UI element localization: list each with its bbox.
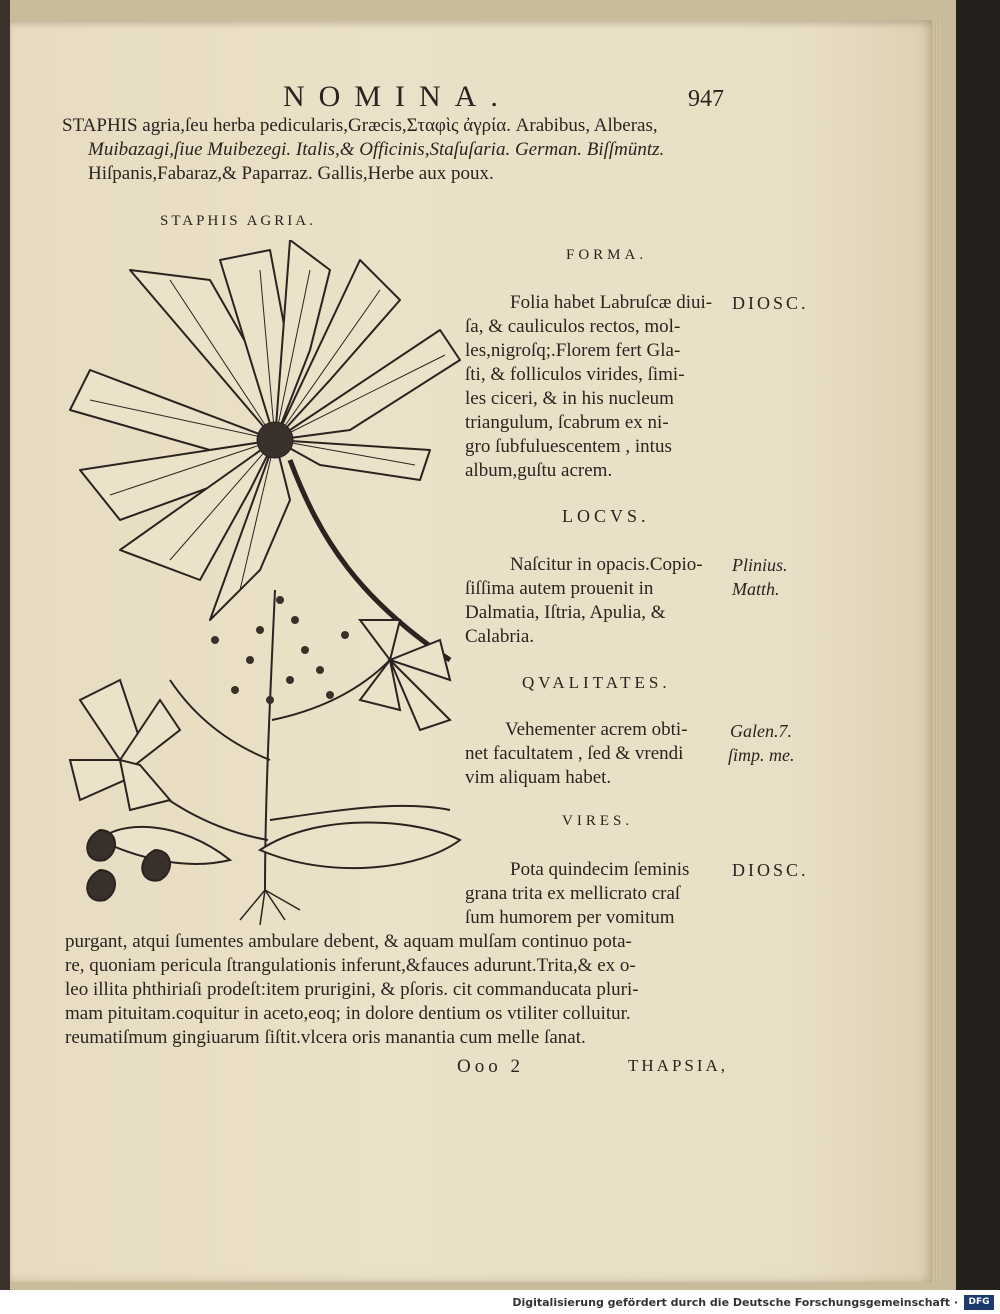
body-line: vim aliquam habet. xyxy=(465,767,612,788)
margin-note: DIOSC. xyxy=(732,860,809,880)
nomina-line: Hiſpanis,Fabaraz,& Paparraz. Gallis,Herbe aux poux. xyxy=(88,163,494,184)
catchword: THAPSIA, xyxy=(628,1056,729,1075)
body-line: ſiſſima autem prouenit in xyxy=(465,578,654,599)
body-line: reumatiſmum gingiuarum ſiſtit.vlcera oris manantia cum melle ſanat. xyxy=(65,1027,586,1048)
body-line: grana trita ex mellicrato craſ xyxy=(465,883,681,904)
illustration-caption: STAPHIS AGRIA. xyxy=(160,213,316,229)
body-line: Dalmatia, Iſtria, Apulia, & xyxy=(465,602,666,623)
credit-text: Digitalisierung gefördert durch die Deutsche Forschungsgemeinschaft · xyxy=(512,1296,958,1309)
margin-note: Plinius. xyxy=(732,555,788,575)
body-line: les,nigroſq;.Florem fert Gla- xyxy=(465,340,681,361)
body-line: re, quoniam pericula ſtrangulationis inferunt,&fauces adurunt.Trita,& ex o- xyxy=(65,955,636,976)
section-heading-forma: FORMA. xyxy=(566,247,648,263)
body-line: purgant, atqui ſumentes ambulare debent, & aquam mulſam continuo pota- xyxy=(65,931,632,952)
margin-note: Matth. xyxy=(732,579,780,599)
margin-note: DIOSC. xyxy=(732,293,809,313)
running-head: NOMINA. xyxy=(283,80,512,113)
page-number: 947 xyxy=(688,86,724,112)
body-line: Calabria. xyxy=(465,626,535,647)
body-line: mam pituitam.coquitur in aceto,eoq; in dolore dentium os vtiliter colluitur. xyxy=(65,1003,631,1024)
dfg-logo: DFG xyxy=(964,1295,994,1310)
body-line: ſti, & folliculos virides, ſimi- xyxy=(465,364,685,385)
staphisagria-woodcut-icon xyxy=(60,240,480,930)
body-line: Vehementer acrem obti- xyxy=(505,719,688,740)
nomina-line: STAPHIS agria,ſeu herba pedicularis,Græcis,Σταφὶς ἀγρία. Arabibus, Alberas, xyxy=(62,115,658,136)
nomina-line: Muibazagi,ſiue Muibezegi. Italis,& Officinis,Staſuſaria. German. Biſſmüntz. xyxy=(88,139,665,160)
body-line: gro ſubfuluescentem , intus xyxy=(465,436,672,457)
body-line: ſa, & cauliculos rectos, mol- xyxy=(465,316,681,337)
body-line: les ciceri, & in his nucleum xyxy=(465,388,674,409)
body-line: Folia habet Labruſcæ diui- xyxy=(510,292,713,313)
section-heading-qualitates: QVALITATES. xyxy=(522,673,671,692)
binding-edge xyxy=(0,0,10,1290)
section-heading-vires: VIRES. xyxy=(562,813,634,829)
section-heading-locus: LOCVS. xyxy=(562,506,650,526)
margin-note: ſimp. me. xyxy=(728,745,795,765)
body-line: Pota quindecim ſeminis xyxy=(510,859,690,880)
margin-note: Galen.7. xyxy=(730,721,792,741)
signature-mark: Ooo 2 xyxy=(457,1056,524,1077)
body-line: Naſcitur in opacis.Copio- xyxy=(510,554,703,575)
body-line: ſum humorem per vomitum xyxy=(465,907,675,928)
body-line: net facultatem , ſed & vrendi xyxy=(465,743,684,764)
page-edge xyxy=(932,20,940,1282)
body-line: triangulum, ſcabrum ex ni- xyxy=(465,412,669,433)
body-line: album,guſtu acrem. xyxy=(465,460,613,481)
body-line: leo illita phthiriaſi prodeſt:item prurigini, & pſoris. cit commanducata pluri- xyxy=(65,979,639,1000)
